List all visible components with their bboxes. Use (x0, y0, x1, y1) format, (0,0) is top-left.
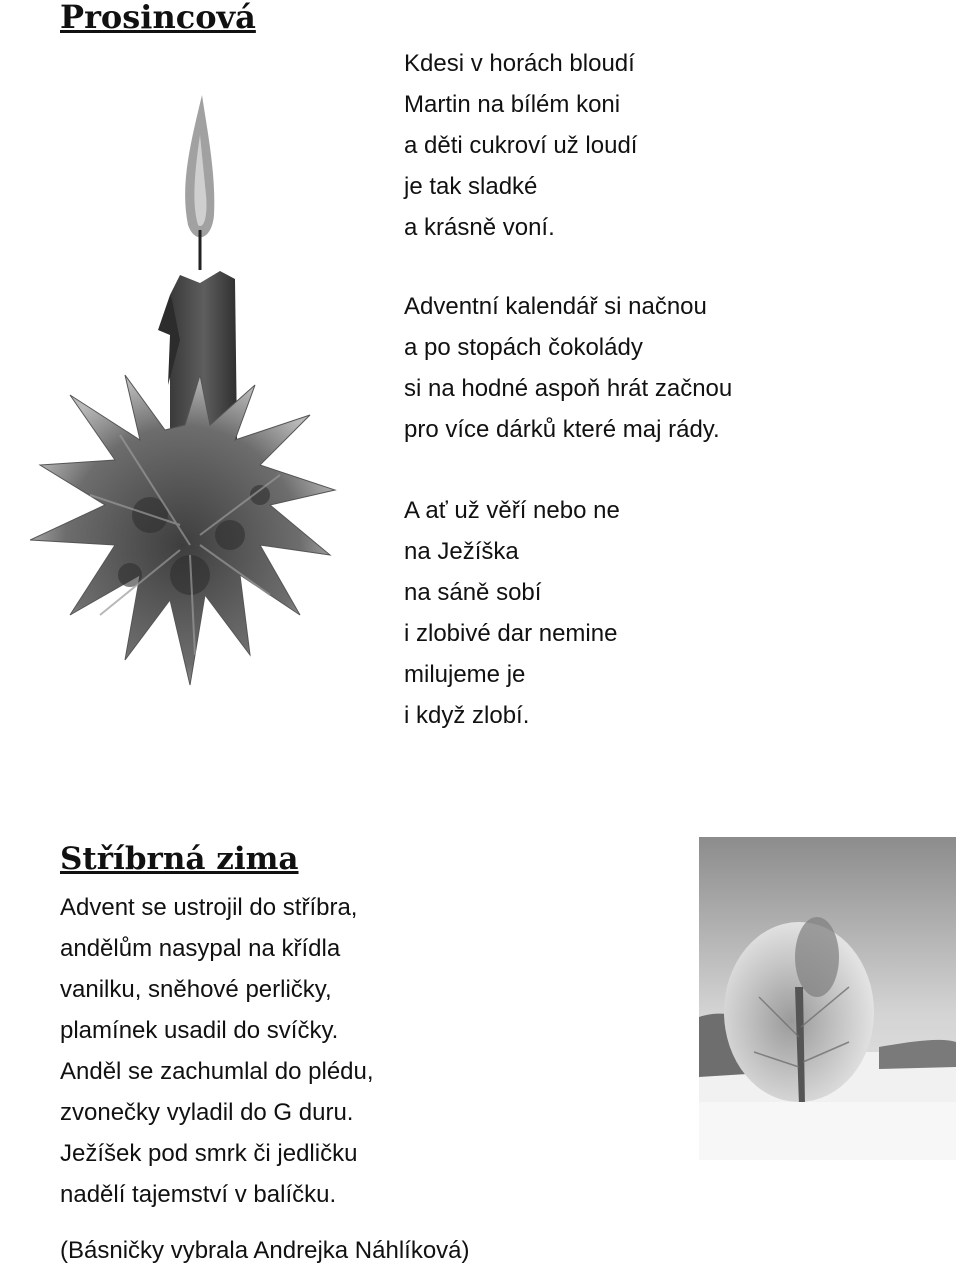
advent-candle-illustration (30, 95, 340, 715)
poem-line: si na hodné aspoň hrát začnou (404, 375, 733, 402)
poem-line: Adventní kalendář si načnou (404, 293, 707, 320)
poem-title-prosincova: Prosincová (60, 0, 256, 36)
poem-line: Martin na bílém koni (404, 91, 621, 118)
poem-line: Advent se ustrojil do stříbra, (60, 894, 358, 921)
poem1-stanza-2 (404, 286, 732, 450)
poem-line: vanilku, sněhové perličky, (60, 976, 332, 1003)
poem-line: zvonečky vyladil do G duru. (60, 1099, 354, 1126)
poem-line: nadělí tajemství v balíčku. (60, 1181, 337, 1208)
poem-line: Kdesi v horách bloudí (404, 50, 635, 77)
poem-line: na Ježíška (404, 538, 519, 565)
credit-note: (Básničky vybrala Andrejka Náhlíková) (60, 1237, 470, 1264)
poem-line: i když zlobí. (404, 702, 530, 729)
poem-line: pro více dárků které maj rády. (404, 416, 720, 443)
poem-line: na sáně sobí (404, 579, 542, 606)
poem-line: je tak sladké (404, 173, 538, 200)
poem2-body (60, 887, 374, 1215)
poem-line: andělům nasypal na křídla (60, 935, 341, 962)
poem1-stanza-3 (404, 490, 620, 736)
poem-line: milujeme je (404, 661, 526, 688)
poem-line: a po stopách čokolády (404, 334, 643, 361)
poem-line: a krásně voní. (404, 214, 555, 241)
poem-line: A ať už věří nebo ne (404, 497, 620, 524)
poem-line: Ježíšek pod smrk či jedličku (60, 1140, 358, 1167)
poem1-stanza-1 (404, 43, 637, 248)
poem-line: Anděl se zachumlal do plédu, (60, 1058, 374, 1085)
poem-line: a děti cukroví už loudí (404, 132, 638, 159)
winter-landscape-photo (699, 837, 956, 1160)
poem-title-stribrna-zima: Stříbrná zima (60, 841, 299, 877)
poem-line: plamínek usadil do svíčky. (60, 1017, 339, 1044)
poem-line: i zlobivé dar nemine (404, 620, 618, 647)
